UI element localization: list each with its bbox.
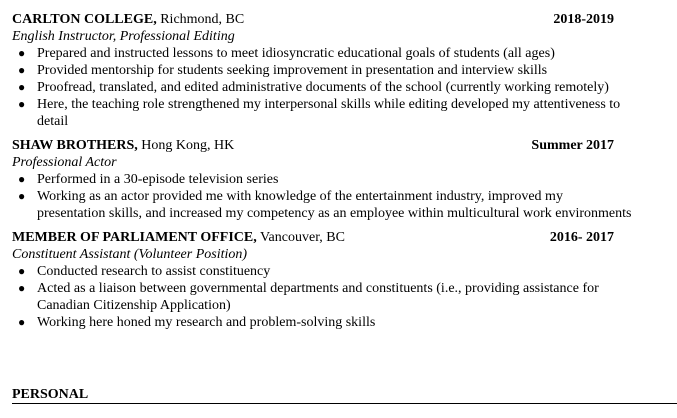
bullet-dot-icon: ● — [18, 97, 26, 111]
job-date: 2016- 2017 — [549, 230, 614, 245]
job-role: Constituent Assistant (Volunteer Position) — [12, 247, 248, 262]
bullet-dot-icon: ● — [18, 80, 26, 94]
bullet-text: Prepared and instructed lessons to meet idiosyncratic educational goals of students (all ages) — [37, 46, 555, 61]
job-entry-shaw — [12, 137, 632, 222]
bullet-dot-icon: ● — [18, 264, 26, 278]
job-location: Richmond, BC — [156, 12, 245, 27]
job-header — [12, 137, 632, 154]
bullet-text: Conducted research to assist constituency — [37, 264, 271, 279]
bullet-item — [12, 263, 632, 280]
bullet-item — [12, 314, 632, 331]
bullet-text: Performed in a 30-episode television series — [37, 172, 279, 187]
bullet-item — [12, 188, 632, 222]
job-header — [12, 229, 632, 246]
bullet-text: Working as an actor provided me with knowledge of the entertainment industry, improved my presentation skills, and increased my competency as an employee within multicultural work environments — [37, 189, 632, 221]
job-date: Summer 2017 — [531, 138, 614, 153]
job-organization: CARLTON COLLEGE, — [12, 12, 157, 27]
job-organization: SHAW BROTHERS, — [12, 138, 138, 153]
bullet-dot-icon: ● — [18, 315, 26, 329]
bullet-text: Working here honed my research and problem-solving skills — [37, 315, 376, 330]
job-bullets — [12, 171, 632, 222]
bullet-item — [12, 62, 632, 79]
job-date: 2018-2019 — [553, 12, 614, 27]
bullet-text: Acted as a liaison between governmental departments and constituents (i.e., providing assistance for Canadian Citizenship Application) — [37, 281, 599, 313]
bullet-dot-icon: ● — [18, 281, 26, 295]
bullet-item — [12, 96, 632, 130]
bullet-text: Provided mentorship for students seeking improvement in presentation and interview skills — [37, 63, 548, 78]
bullet-item — [12, 45, 632, 62]
job-location: Hong Kong, HK — [137, 138, 235, 153]
job-organization: MEMBER OF PARLIAMENT OFFICE, — [12, 230, 257, 245]
bullet-item — [12, 171, 632, 188]
job-entry-parliament — [12, 229, 632, 331]
bullet-dot-icon: ● — [18, 63, 26, 77]
bullet-text: Here, the teaching role strengthened my interpersonal skills while editing developed my attentiveness to detail — [37, 97, 621, 129]
bullet-dot-icon: ● — [18, 172, 26, 186]
job-entry-carlton — [12, 11, 632, 130]
job-bullets — [12, 45, 632, 130]
bullet-text: Proofread, translated, and edited administrative documents of the school (currently working remotely) — [37, 80, 609, 95]
bullet-dot-icon: ● — [18, 189, 26, 203]
bullet-item — [12, 280, 632, 314]
job-role: English Instructor, Professional Editing — [12, 29, 235, 44]
bullet-dot-icon: ● — [18, 46, 26, 60]
bullet-item — [12, 79, 632, 96]
job-role: Professional Actor — [12, 155, 117, 170]
job-bullets — [12, 263, 632, 331]
job-location: Vancouver, BC — [256, 230, 345, 245]
job-header — [12, 11, 632, 28]
section-heading-personal: PERSONAL — [12, 386, 677, 404]
resume-page — [12, 11, 632, 338]
